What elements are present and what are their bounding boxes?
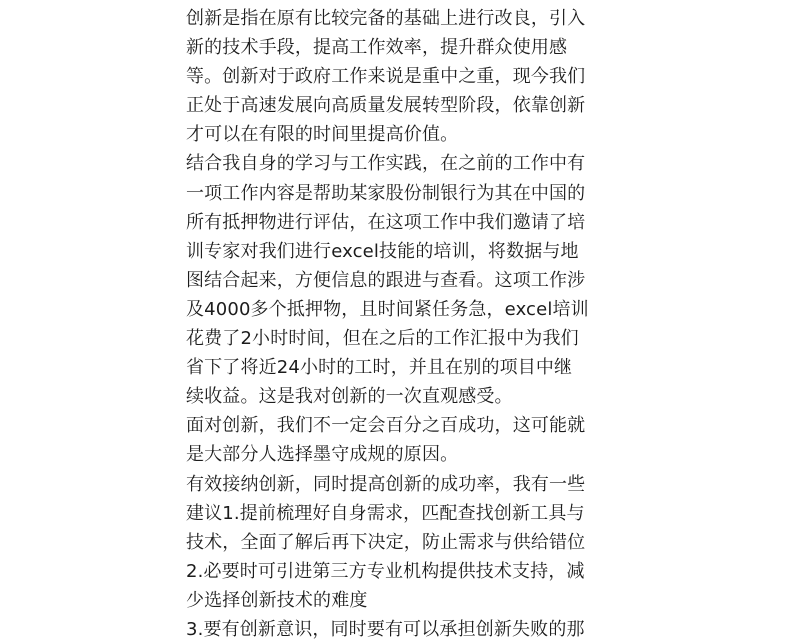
text-line: 一项工作内容是帮助某家股份制银行为其在中国的 xyxy=(186,182,586,204)
text-line: 花费了2小时时间，但在之后的工作汇报中为我们 xyxy=(186,328,579,350)
text-line: 结合我自身的学习与工作实践，在之前的工作中有 xyxy=(186,153,586,175)
text-line: 是大部分人选择墨守成规的原因。 xyxy=(186,444,459,466)
text-line: 等。创新对于政府工作来说是重中之重，现今我们 xyxy=(186,66,586,88)
text-line: 面对创新，我们不一定会百分之百成功，这可能就 xyxy=(186,415,586,437)
text-line: 续收益。这是我对创新的一次直观感受。 xyxy=(186,386,513,408)
text-line: 新的技术手段，提高工作效率，提升群众使用感 xyxy=(186,37,568,59)
article-body xyxy=(186,4,616,644)
text-line: 省下了将近24小时的工时，并且在别的项目中继 xyxy=(186,357,573,379)
text-line: 训专家对我们进行excel技能的培训，将数据与地 xyxy=(186,240,579,262)
text-line: 及4000多个抵押物，且时间紧任务急，excel培训 xyxy=(186,298,589,320)
text-line: 创新是指在原有比较完备的基础上进行改良，引入 xyxy=(186,8,586,29)
text-line: 技术，全面了解后再下决定，防止需求与供给错位 xyxy=(186,531,586,553)
text-line: 有效接纳创新，同时提高创新的成功率，我有一些 xyxy=(186,473,586,495)
text-line: 2.必要时可引进第三方专业机构提供技术支持，减 xyxy=(186,560,585,582)
text-line: 图结合起来，方便信息的跟进与查看。这项工作涉 xyxy=(186,269,586,291)
text-line: 才可以在有限的时间里提高价值。 xyxy=(186,124,459,146)
text-line: 建议1.提前梳理好自身需求，匹配查找创新工具与 xyxy=(186,502,585,524)
text-line: 少选择创新技术的难度 xyxy=(186,589,368,611)
text-line: 所有抵押物进行评估，在这项工作中我们邀请了培 xyxy=(186,211,586,233)
text-line: 正处于高速发展向高质量发展转型阶段，依靠创新 xyxy=(186,95,586,117)
text-line: 3.要有创新意识，同时要有可以承担创新失败的那 xyxy=(186,618,585,640)
